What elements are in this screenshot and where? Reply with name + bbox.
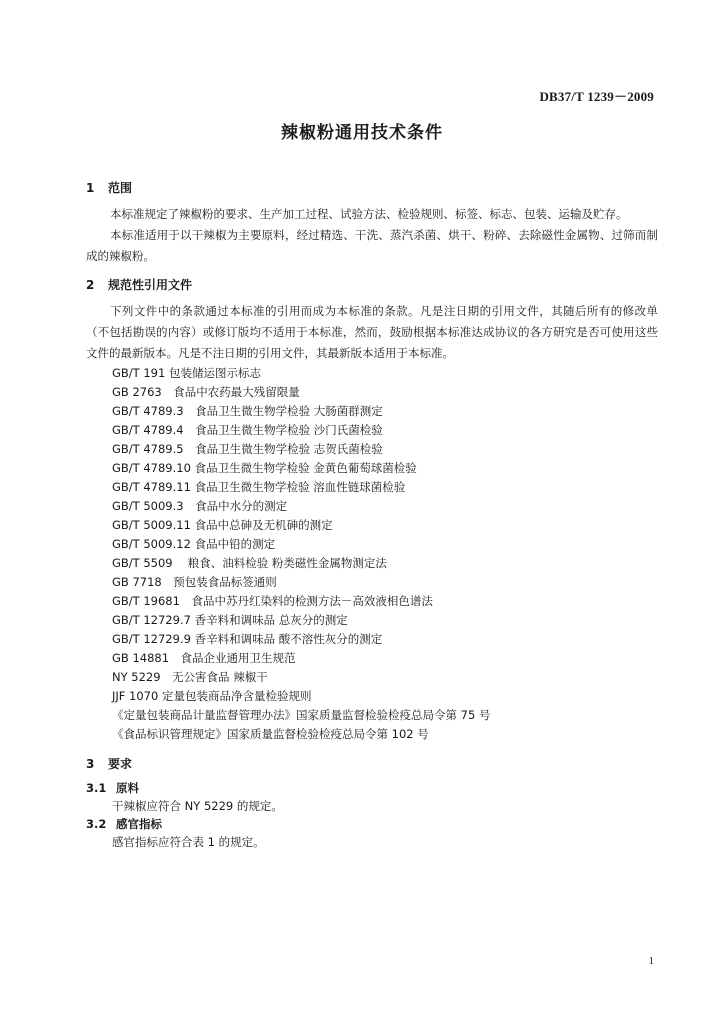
subsection-number: 3.2	[86, 817, 107, 831]
standard-code: DB37/T 1239－2009	[539, 89, 654, 104]
document-body	[86, 180, 658, 852]
subsection-title: 原料	[116, 781, 139, 795]
reference-item: GB/T 5009.3 食品中水分的测定	[112, 499, 288, 513]
section-number: 3	[86, 757, 95, 771]
subsection-title: 感官指标	[116, 817, 162, 831]
subsection-heading-sensory-indicators	[86, 816, 658, 833]
reference-item: GB/T 12729.9 香辛料和调味品 酸不溶性灰分的测定	[112, 632, 383, 646]
references-intro: 下列文件中的条款通过本标准的引用而成为本标准的条款。凡是注日期的引用文件，其随后所有的修改单（不包括勘误的内容）或修订版均不适用于本标准，然而，鼓励根据本标准达成协议的各方研究是否可使用这些文件的最新版本。凡是不注日期的引用文件，其最新版本适用于本标准。	[86, 304, 658, 360]
reference-list	[112, 364, 658, 744]
document-title: 辣椒粉通用技术条件	[281, 123, 443, 143]
reference-item: GB/T 4789.10 食品卫生微生物学检验 金黄色葡萄球菌检验	[112, 461, 417, 475]
subsection-number: 3.1	[86, 781, 107, 795]
subsection-text: 干辣椒应符合 NY 5229 的规定。	[112, 799, 283, 813]
subsection-heading-raw-materials	[86, 780, 658, 797]
scope-paragraph: 本标准适用于以干辣椒为主要原料，经过精选、干洗、蒸汽杀菌、烘干、粉碎、去除磁性金属物、过筛而制成的辣椒粉。	[86, 228, 658, 263]
section-heading-normative-references	[86, 277, 658, 293]
reference-item: JJF 1070 定量包装商品净含量检验规则	[112, 689, 312, 703]
reference-item: GB/T 5509 粮食、油料检验 粉类磁性金属物测定法	[112, 556, 387, 570]
section-heading-scope	[86, 180, 658, 196]
section-number: 2	[86, 278, 95, 292]
scope-paragraph: 本标准规定了辣椒粉的要求、生产加工过程、试验方法、检验规则、标签、标志、包装、运输及贮存。	[110, 207, 628, 221]
reference-item: 《食品标识管理规定》国家质量监督检验检疫总局令第 102 号	[112, 727, 429, 741]
reference-item: GB 7718 预包装食品标签通则	[112, 575, 277, 589]
reference-item: GB/T 4789.4 食品卫生微生物学检验 沙门氏菌检验	[112, 423, 383, 437]
section-title: 规范性引用文件	[108, 278, 193, 292]
reference-item: GB 14881 食品企业通用卫生规范	[112, 651, 296, 665]
reference-item: 《定量包装商品计量监督管理办法》国家质量监督检验检疫总局令第 75 号	[112, 708, 491, 722]
section-title: 范围	[108, 181, 133, 195]
subsection-text: 感官指标应符合表 1 的规定。	[112, 835, 265, 849]
reference-item: GB/T 5009.11 食品中总砷及无机砷的测定	[112, 518, 333, 532]
reference-item: GB/T 12729.7 香辛料和调味品 总灰分的测定	[112, 613, 348, 627]
reference-item: GB/T 191 包装储运图示标志	[112, 366, 261, 380]
section-number: 1	[86, 181, 95, 195]
reference-item: GB/T 5009.12 食品中铅的测定	[112, 537, 276, 551]
reference-item: GB 2763 食品中农药最大残留限量	[112, 385, 300, 399]
section-title: 要求	[108, 757, 133, 771]
reference-item: GB/T 4789.11 食品卫生微生物学检验 溶血性链球菌检验	[112, 480, 406, 494]
section-heading-requirements	[86, 756, 658, 772]
reference-item: GB/T 4789.3 食品卫生微生物学检验 大肠菌群测定	[112, 404, 383, 418]
reference-item: GB/T 4789.5 食品卫生微生物学检验 志贺氏菌检验	[112, 442, 383, 456]
page-number: 1	[648, 955, 654, 967]
reference-item: GB/T 19681 食品中苏丹红染料的检测方法－高效液相色谱法	[112, 594, 433, 608]
reference-item: NY 5229 无公害食品 辣椒干	[112, 670, 268, 684]
